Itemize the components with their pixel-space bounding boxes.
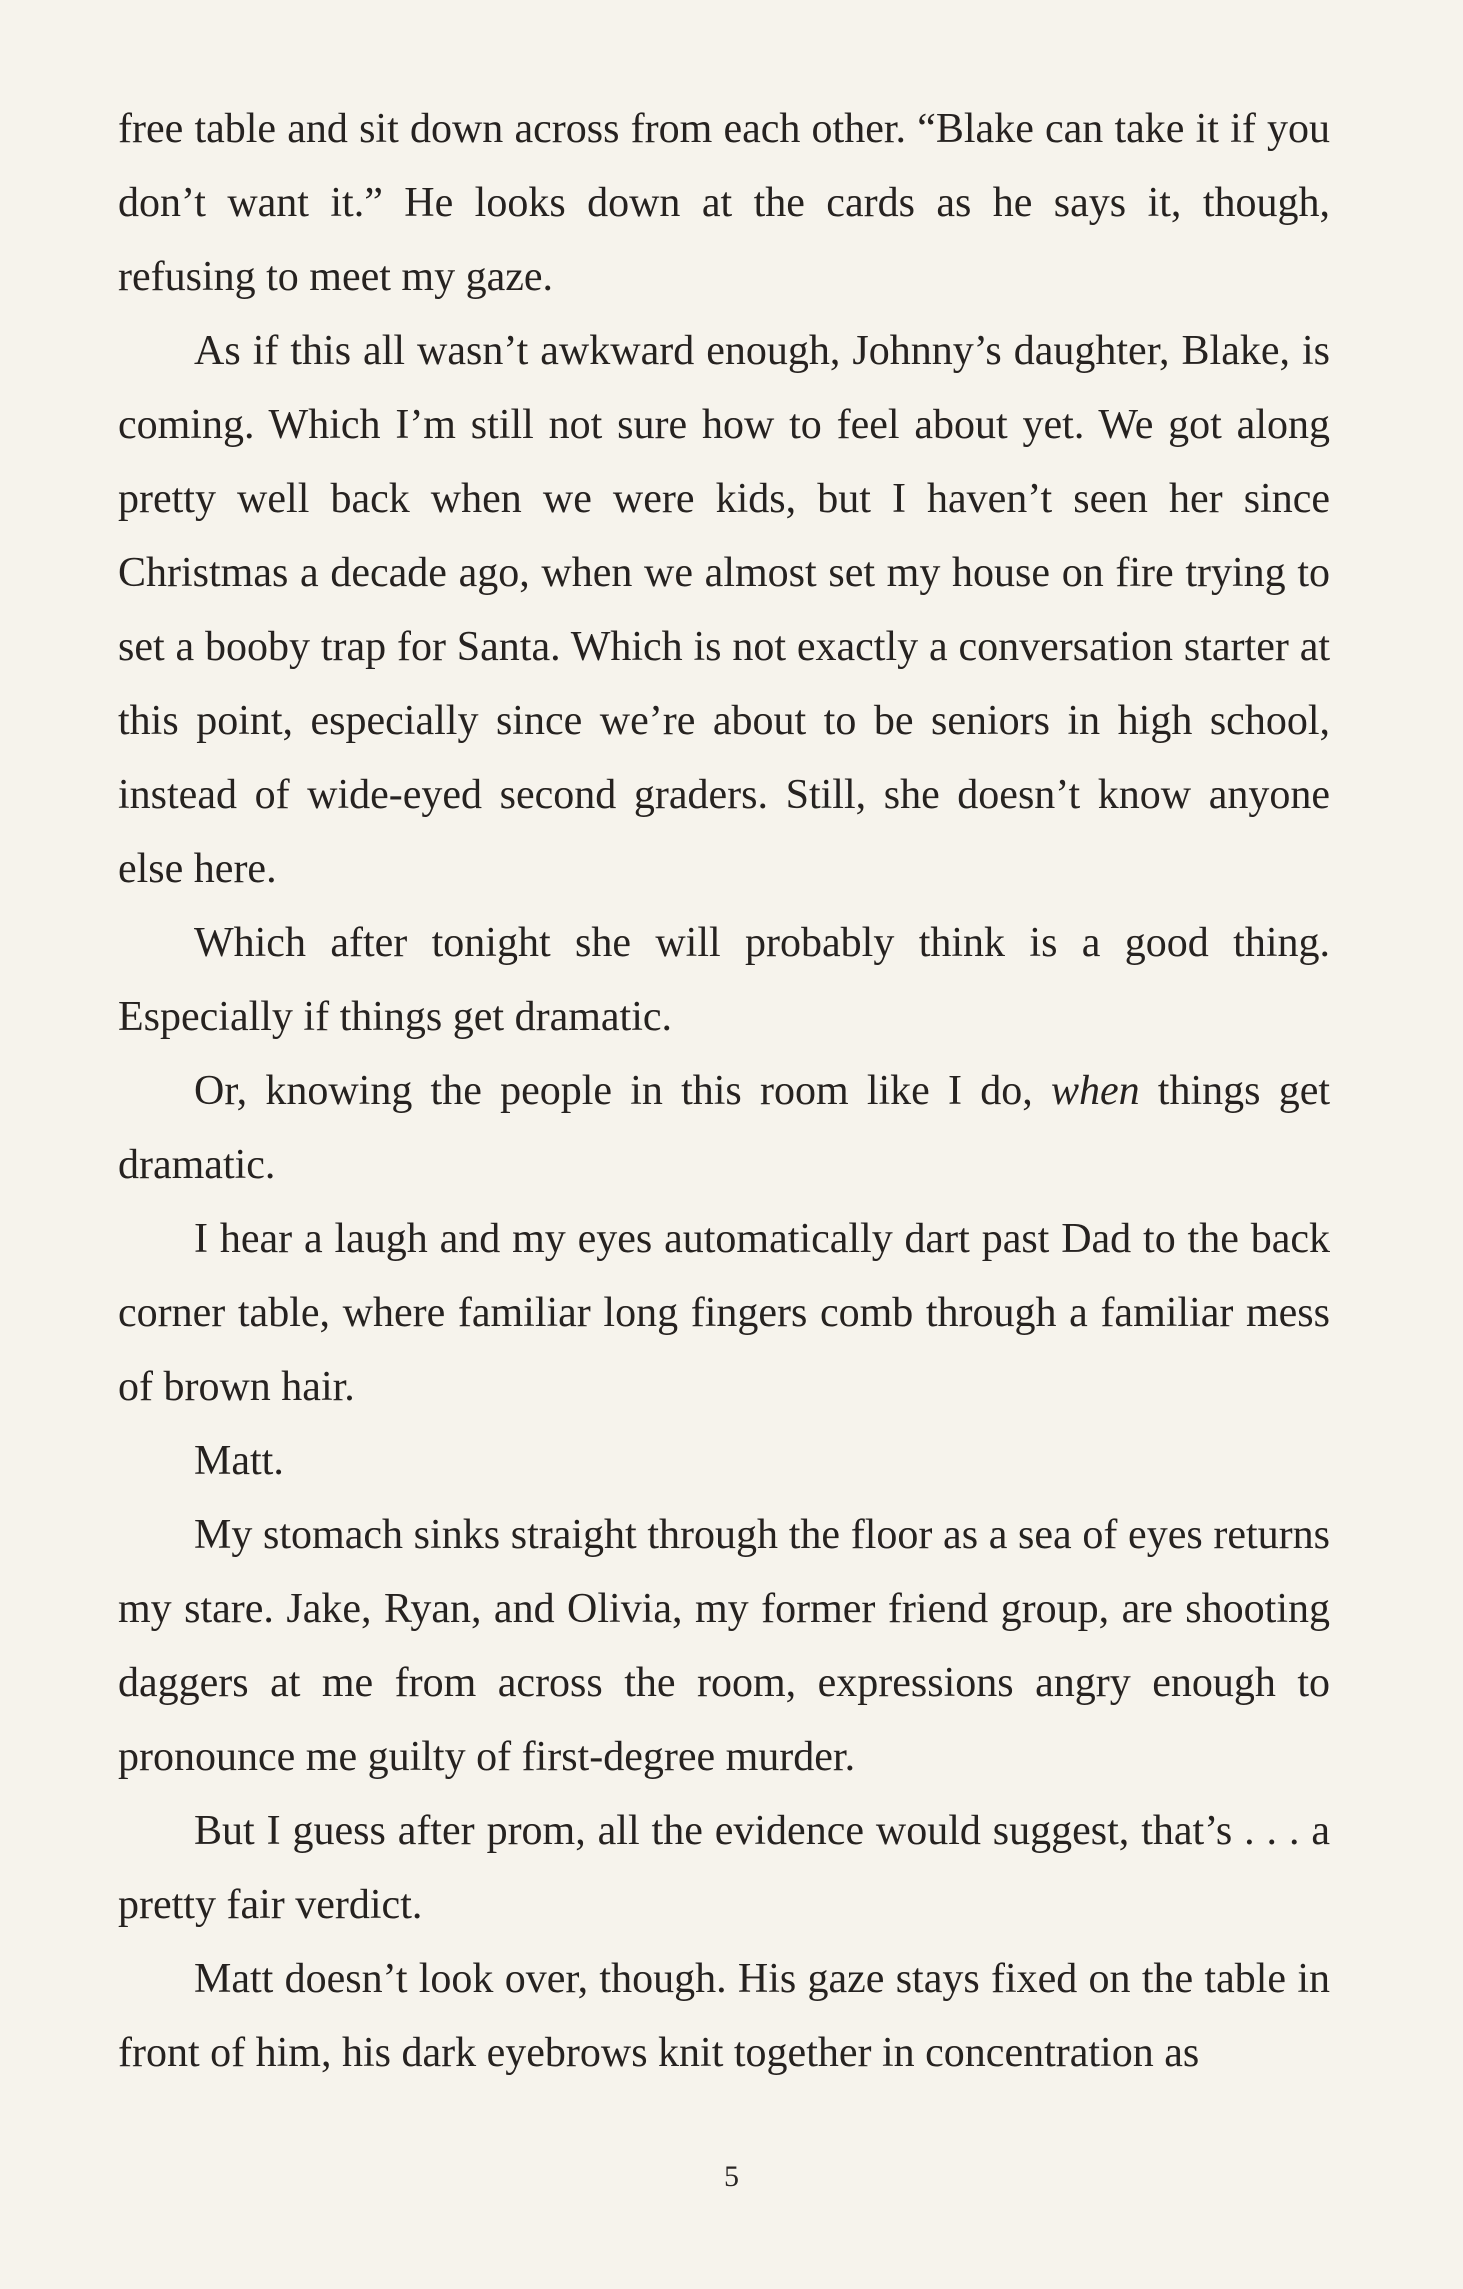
- paragraph: My stomach sinks straight through the floor as a sea of eyes returns my stare. Jake, Ryan, and Olivia, my former friend group, are shooting daggers at me from across the room, expressions angry enough to pronounce me guilty of first-degree murder.: [118, 1512, 1330, 1780]
- paragraph: As if this all wasn’t awkward enough, Johnny’s daughter, Blake, is coming. Which I’m still not sure how to feel about yet. We got along pretty well back when we were kids, but I haven’t seen her since Christmas a decade ago, when we almost set my house on fire trying to set a booby trap for Santa. Which is not exactly a conversation starter at this point, especially since we’re about to be seniors in high school, instead of wide-eyed second graders. Still, she doesn’t know anyone else here.: [118, 328, 1330, 892]
- paragraph-text: things get dramatic.: [118, 1068, 1330, 1188]
- page-number: 5: [724, 2160, 739, 2193]
- paragraph: But I guess after prom, all the evidence would suggest, that’s . . . a pretty fair verdict.: [118, 1808, 1330, 1928]
- paragraph: Matt.: [194, 1438, 284, 1484]
- paragraph: [118, 1054, 1330, 1202]
- paragraph: Matt doesn’t look over, though. His gaze stays fixed on the table in front of him, his dark eyebrows knit together in concentration as: [118, 1956, 1330, 2076]
- paragraph: I hear a laugh and my eyes automatically dart past Dad to the back corner table, where familiar long fingers comb through a familiar mess of brown hair.: [118, 1216, 1330, 1410]
- paragraph-text: Or, knowing the people in this room like I do,: [194, 1068, 1051, 1114]
- body-text: [118, 92, 1330, 2090]
- paragraph: free table and sit down across from each other. “Blake can take it if you don’t want it.” He looks down at the cards as he says it, though, refusing to meet my gaze.: [118, 106, 1330, 300]
- paragraph: Which after tonight she will probably think is a good thing. Especially if things get dramatic.: [118, 920, 1330, 1040]
- emphasized-word: when: [1050, 1068, 1140, 1114]
